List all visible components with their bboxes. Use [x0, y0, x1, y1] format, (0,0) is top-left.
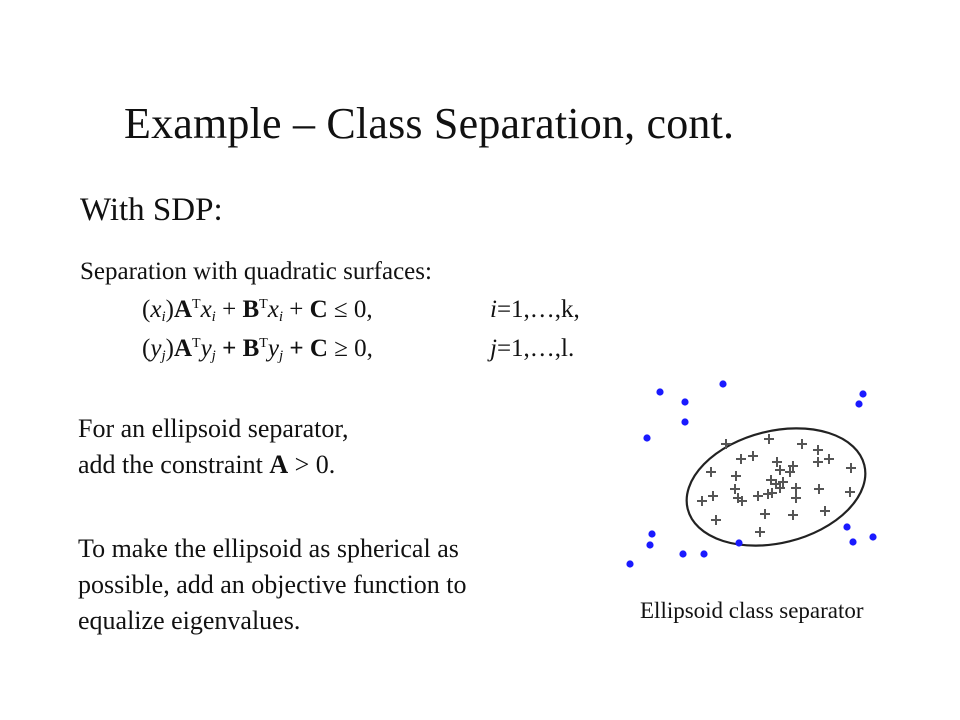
class-dot [735, 539, 742, 546]
class-dot [626, 560, 633, 567]
class-dot [648, 530, 655, 537]
class-plus [845, 487, 855, 497]
class-plus [791, 493, 801, 503]
class-plus [788, 510, 798, 520]
class-plus [706, 467, 716, 477]
class-dot [855, 400, 862, 407]
class-dot [679, 550, 686, 557]
class-plus [753, 491, 763, 501]
separation-intro: Separation with quadratic surfaces: [80, 258, 432, 285]
class-plus [760, 509, 770, 519]
class-dot [843, 523, 850, 530]
class-plus [708, 491, 718, 501]
ellipsoid-line-1: For an ellipsoid separator, [78, 414, 349, 443]
class-plus [731, 471, 741, 481]
ellipsoid-paragraph [78, 411, 348, 483]
class-dot [719, 380, 726, 387]
class-plus [764, 434, 774, 444]
class-plus [814, 484, 824, 494]
class-plus [730, 484, 740, 494]
class-plus [813, 457, 823, 467]
class-dot [869, 533, 876, 540]
class-dot [643, 434, 650, 441]
spherical-line-1: To make the ellipsoid as spherical as [78, 534, 459, 563]
equation-y-index: j=1,…,l. [490, 335, 575, 362]
class-plus [797, 439, 807, 449]
equation-y: $(y_j)A^Ty_j + B^Ty_j + C \ge 0$, j=1,…,l. [142, 335, 575, 364]
spherical-paragraph [78, 531, 466, 639]
class-plus [721, 439, 731, 449]
ellipsoid-figure [620, 372, 900, 592]
class-dot [646, 541, 653, 548]
class-plus [736, 454, 746, 464]
figure-caption: Ellipsoid class separator [640, 598, 864, 623]
class-plus [748, 451, 758, 461]
class-dot [656, 388, 663, 395]
class-dot [681, 398, 688, 405]
equation-x: $(x_i)A^Tx_i + B^Tx_i + C \le 0$, i=1,…,k, [142, 296, 580, 325]
class-plus [846, 463, 856, 473]
class-plus [824, 454, 834, 464]
spherical-line-3: equalize eigenvalues. [78, 606, 301, 635]
ellipsoid-line-2: add the constraint A > 0. [78, 450, 336, 479]
outer-class-points [626, 380, 876, 567]
slide-title: Example – Class Separation, cont. [124, 99, 735, 148]
class-dot [700, 550, 707, 557]
class-plus [697, 496, 707, 506]
spherical-line-2: possible, add an objective function to [78, 570, 467, 599]
class-dot [849, 538, 856, 545]
slide-subtitle: With SDP: [80, 192, 223, 228]
class-plus [755, 527, 765, 537]
class-plus [813, 445, 823, 455]
class-dot [859, 390, 866, 397]
equation-x-index: i=1,…,k, [490, 296, 580, 323]
class-dot [681, 418, 688, 425]
class-plus [711, 515, 721, 525]
class-plus [791, 483, 801, 493]
class-plus [820, 506, 830, 516]
